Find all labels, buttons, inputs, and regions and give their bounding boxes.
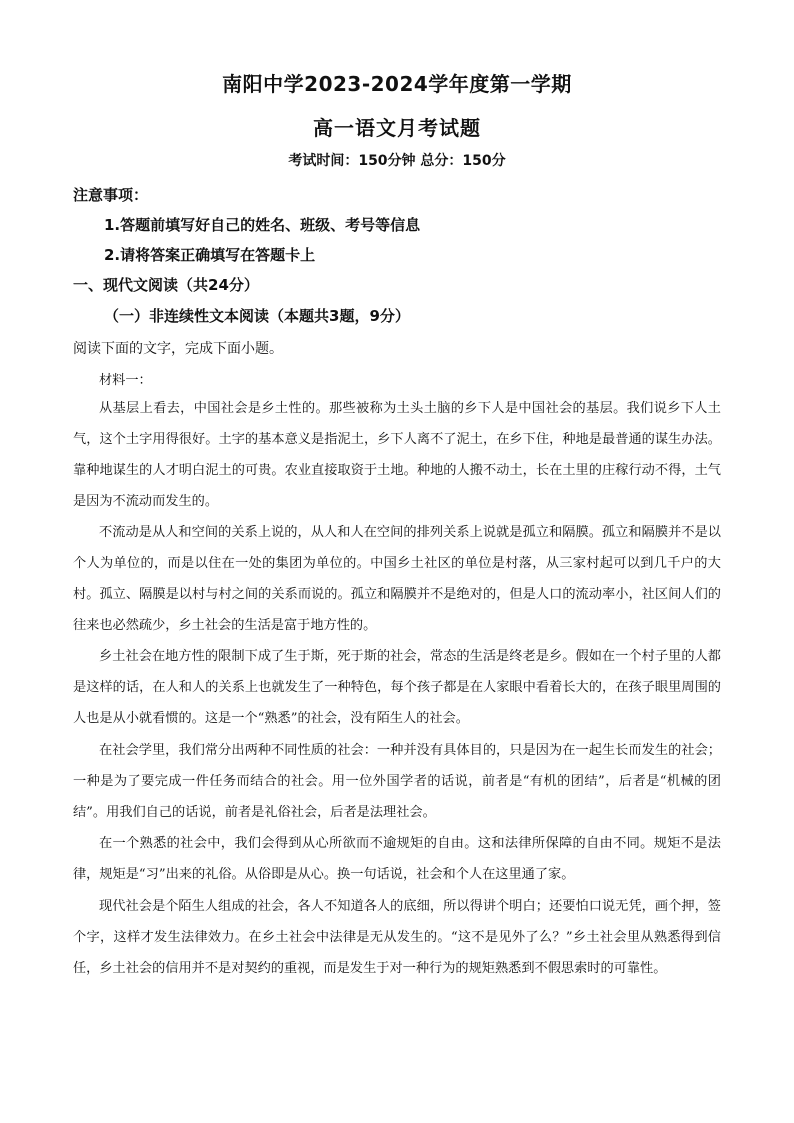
passage-paragraph-6: 现代社会是个陌生人组成的社会，各人不知道各人的底细，所以得讲个明白；还要怕口说无凭，画个押，签个字，这样才发生法律效力。在乡土社会中法律是无从发生的。“这不是见外了么？”乡土社会里从熟悉得到信任，乡土社会的信用并不是对契约的重视，而是发生于对一种行为的规矩熟悉到不假思索时的可靠性。 bbox=[73, 899, 721, 976]
passage-paragraph-2: 不流动是从人和空间的关系上说的，从人和人在空间的排列关系上说就是孤立和隔膜。孤立和隔膜并不是以个人为单位的，而是以住在一处的集团为单位的。中国乡土社区的单位是村落，从三家村起可以到几千户的大村。孤立、隔膜是以村与村之间的关系而说的。孤立和隔膜并不是绝对的，但是人口的流动率小，社区间人们的往来也必然疏少，乡土社会的生活是富于地方性的。 bbox=[73, 525, 721, 633]
note-item-1: 1.答题前填写好自己的姓名、班级、考号等信息 bbox=[104, 216, 421, 234]
passage-paragraph-3: 乡土社会在地方性的限制下成了生于斯，死于斯的社会，常态的生活是终老是乡。假如在一个村子里的人都是这样的话，在人和人的关系上也就发生了一种特色，每个孩子都是在人家眼中看着长大的，在孩子眼里周围的人也是从小就看惯的。这是一个“熟悉”的社会，没有陌生人的社会。 bbox=[73, 649, 721, 726]
passage-paragraph-1: 从基层上看去，中国社会是乡土性的。那些被称为土头土脑的乡下人是中国社会的基层。我们说乡下人土气，这个土字用得很好。土字的基本意义是指泥土，乡下人离不了泥土，在乡下住，种地是最普通的谋生办法。靠种地谋生的人才明白泥土的可贵。农业直接取资于土地。种地的人搬不动土，长在土里的庄稼行动不得，土气是因为不流动而发生的。 bbox=[73, 401, 721, 509]
note-item-2: 2.请将答案正确填写在答题卡上 bbox=[104, 246, 316, 264]
exam-title: 南阳中学2023-2024学年度第一学期 bbox=[222, 72, 572, 96]
passage-paragraph-4: 在社会学里，我们常分出两种不同性质的社会：一种并没有具体目的，只是因为在一起生长而发生的社会；一种是为了要完成一件任务而结合的社会。用一位外国学者的话说，前者是“有机的团结”，后者是“机械的团结”。用我们自己的话说，前者是礼俗社会，后者是法理社会。 bbox=[73, 743, 721, 820]
exam-time-info: 考试时间：150分钟 总分：150分 bbox=[288, 153, 506, 169]
material-label: 材料一： bbox=[99, 373, 152, 388]
passage-paragraph-5: 在一个熟悉的社会中，我们会得到从心所欲而不逾规矩的自由。这和法律所保障的自由不同。规矩不是法律，规矩是“习”出来的礼俗。从俗即是从心。换一句话说，社会和个人在这里通了家。 bbox=[73, 836, 721, 882]
section-subheading: （一）非连续性文本阅读（本题共3题，9分） bbox=[104, 307, 410, 325]
section-instruction: 阅读下面的文字，完成下面小题。 bbox=[73, 341, 283, 357]
exam-subtitle: 高一语文月考试题 bbox=[313, 116, 481, 140]
section-heading: 一、现代文阅读（共24分） bbox=[73, 276, 259, 294]
notes-heading: 注意事项： bbox=[73, 186, 149, 204]
